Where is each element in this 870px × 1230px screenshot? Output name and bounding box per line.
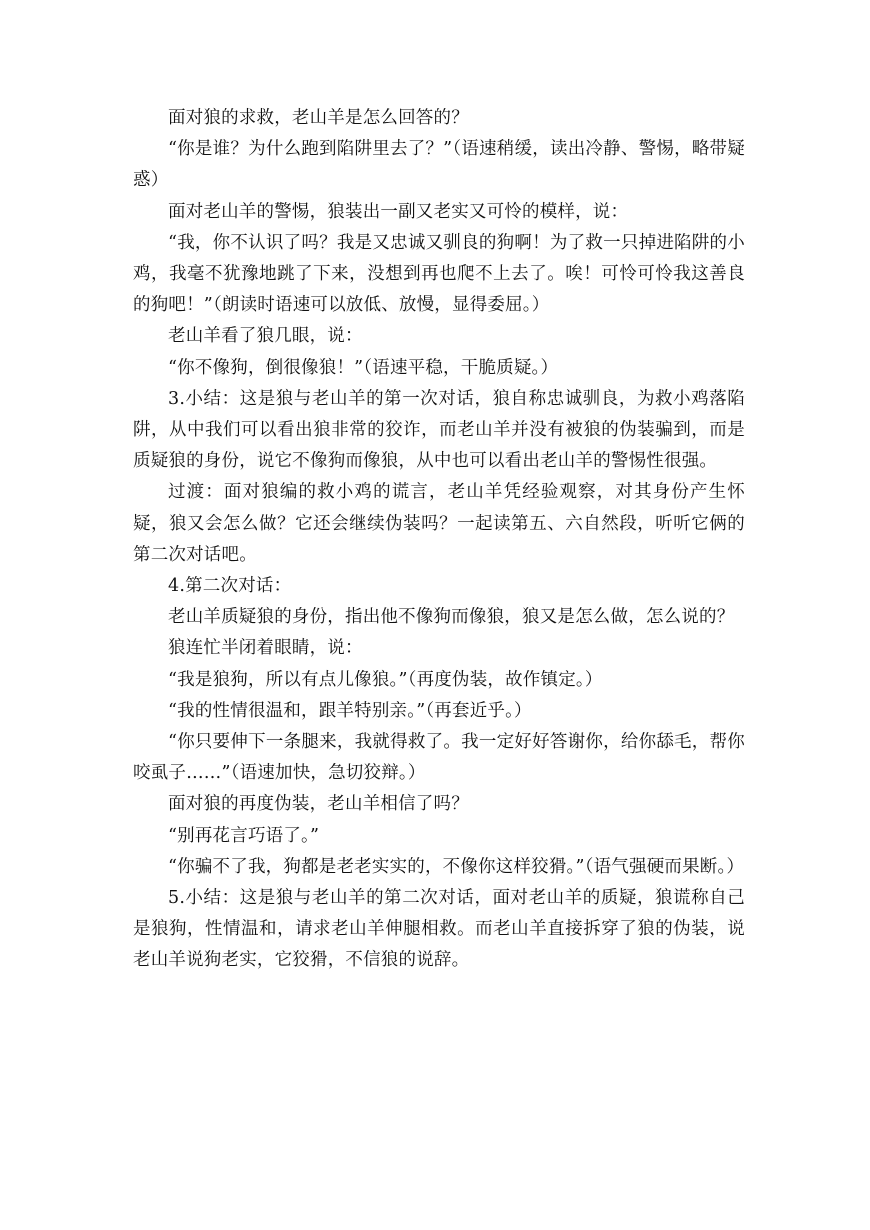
paragraph: 面对狼的再度伪装，老山羊相信了吗？ xyxy=(168,794,469,815)
paragraph: “你骗不了我，狗都是老老实实的，不像你这样狡猾。”（语气强硬而果断。） xyxy=(168,856,745,877)
paragraph: 5.小结：这是狼与老山羊的第二次对话，面对老山羊的质疑，狼谎称自己是狼狗，性情温和，请求老山羊伸腿相救。而老山羊直接拆穿了狼的伪装，说老山羊说狗老实，它狡猾，不信狼的说辞。 xyxy=(133,888,745,971)
paragraph: “我的性情很温和，跟羊特别亲。”（再套近乎。） xyxy=(168,700,532,721)
paragraph: “你是谁？为什么跑到陷阱里去了？”（语速稍缓，读出冷静、警惕，略带疑惑） xyxy=(133,139,745,191)
paragraph: “别再花言巧语了。” xyxy=(168,825,320,846)
document-body xyxy=(133,103,745,977)
paragraph: 4.第二次对话： xyxy=(168,576,292,597)
paragraph: “我是狼狗，所以有点儿像狼。”（再度伪装，故作镇定。） xyxy=(168,669,603,690)
paragraph: 面对老山羊的警惕，狼装出一副又老实又可怜的模样，说： xyxy=(168,201,629,222)
paragraph: “你不像狗，倒很像狼！”（语速平稳，干脆质疑。） xyxy=(168,357,559,378)
paragraph: “我，你不认识了吗？我是又忠诚又驯良的狗啊！为了救一只掉进陷阱的小鸡，我毫不犹豫地跳了下来，没想到再也爬不上去了。唉！可怜可怜我这善良的狗吧！”（朗读时语速可以放低、放慢，显得委屈。） xyxy=(133,232,745,316)
paragraph: 面对狼的求救，老山羊是怎么回答的？ xyxy=(168,108,469,128)
paragraph: 3.小结：这是狼与老山羊的第一次对话，狼自称忠诚驯良，为救小鸡落陷阱，从中我们可以看出狼非常的狡诈，而老山羊并没有被狼的伪装骗到，而是质疑狼的身份，说它不像狗而像狼，从中也可以看出老山羊的警惕性很强。 xyxy=(133,388,745,472)
paragraph: “你只要伸下一条腿来，我就得救了。我一定好好答谢你，给你舔毛，帮你咬虱子……”（语速加快，急切狡辩。） xyxy=(133,732,745,784)
paragraph: 狼连忙半闭着眼睛，说： xyxy=(168,638,363,659)
paragraph: 老山羊看了狼几眼，说： xyxy=(168,326,363,347)
paragraph: 过渡：面对狼编的救小鸡的谎言，老山羊凭经验观察，对其身份产生怀疑，狼又会怎么做？它还会继续伪装吗？一起读第五、六自然段，听听它俩的第二次对话吧。 xyxy=(133,482,745,565)
paragraph: 老山羊质疑狼的身份，指出他不像狗而像狼，狼又是怎么做，怎么说的？ xyxy=(168,607,735,628)
